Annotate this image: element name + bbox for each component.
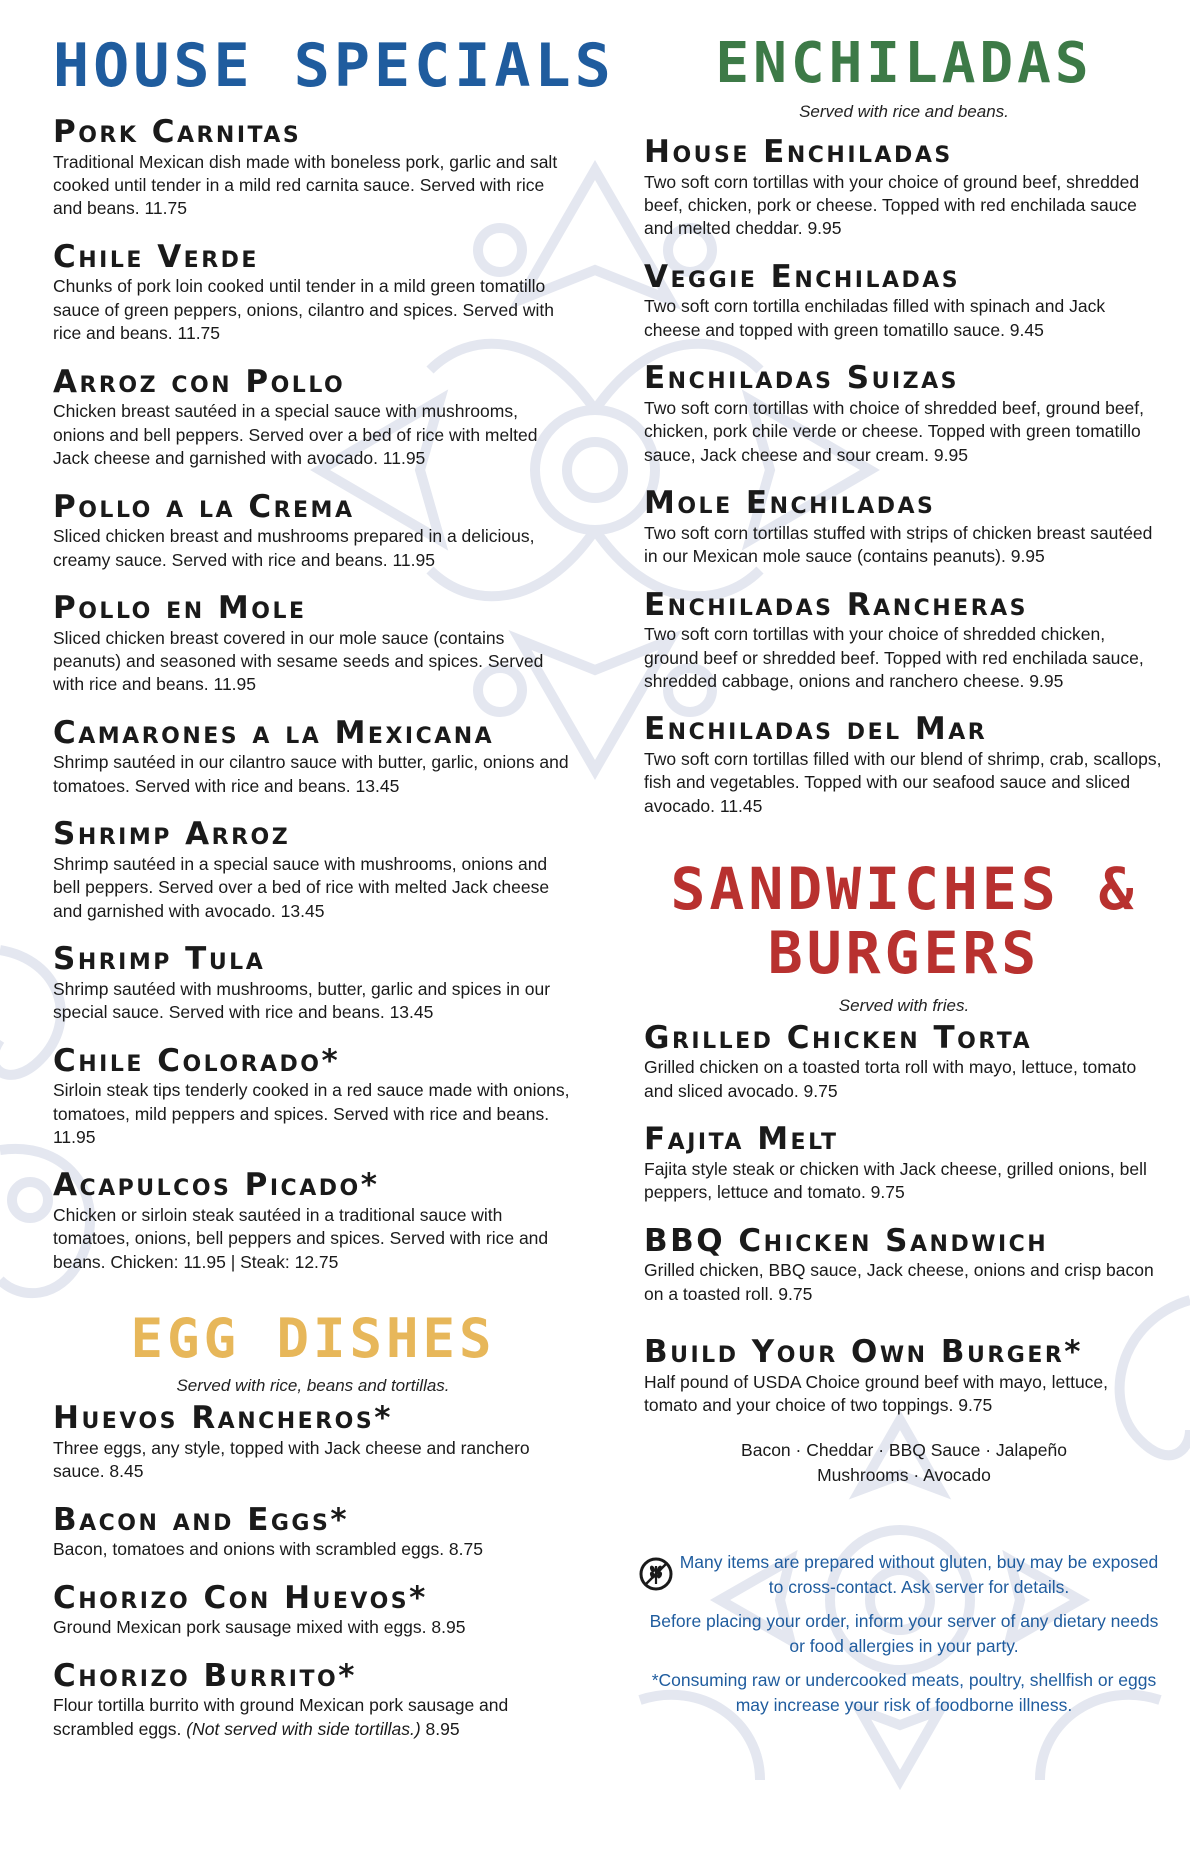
menu-item-name: Arroz con Pollo xyxy=(53,363,346,400)
menu-item-name: Fajita Melt xyxy=(644,1121,839,1158)
toppings-line: Bacon · Cheddar · BBQ Sauce · Jalapeño xyxy=(741,1439,1067,1460)
menu-item xyxy=(53,1402,573,1483)
enchiladas-subtitle: Served with rice and beans. xyxy=(799,102,1009,121)
menu-item-description: Two soft corn tortillas with your choice of shredded chicken, ground beef or shredded beef. Topped with red enchilada sauce, shredded cabbage, onions and ranchero cheese. 9.95 xyxy=(644,624,1144,691)
enchiladas-title: ENCHILADAS xyxy=(715,31,1093,96)
menu-item-description: Sliced chicken breast covered in our mole sauce (contains peanuts) and seasoned with sesame seeds and spices. Served with rice and beans. 11.95 xyxy=(53,627,544,695)
egg-dishes-subtitle: Served with rice, beans and tortillas. xyxy=(176,1376,450,1396)
menu-item-name: Bacon and Eggs* xyxy=(53,1501,350,1538)
menu-item-description: Two soft corn tortillas with choice of shredded beef, ground beef, chicken, pork chile verde or cheese. Topped with green tomatillo sauce, Jack cheese and sour cream. 9.95 xyxy=(644,397,1145,465)
menu-item-description: Half pound of USDA Choice ground beef with mayo, lettuce, tomato and your choice of two toppings. 9.75 xyxy=(644,1371,1109,1416)
menu-item-name: Chile Colorado* xyxy=(53,1042,341,1079)
menu-item-name: Shrimp Tula xyxy=(53,941,266,978)
menu-item-description: Fajita style steak or chicken with Jack cheese, grilled onions, bell peppers, lettuce and tomato. 9.75 xyxy=(644,1158,1147,1203)
menu-item-name: Chorizo Con Huevos* xyxy=(53,1579,428,1616)
menu-item xyxy=(53,238,573,346)
house-specials-list xyxy=(53,116,573,1274)
menu-item-name: Pork Carnitas xyxy=(53,114,302,150)
menu-item xyxy=(53,818,573,923)
enchiladas-list xyxy=(644,136,1164,818)
menu-item-name: Mole Enchiladas xyxy=(644,485,936,522)
gluten-note xyxy=(644,1550,1164,1599)
menu-item-description: Three eggs, any style, topped with Jack cheese and ranchero sauce. 8.45 xyxy=(53,1437,530,1482)
gluten-free-icon xyxy=(638,1556,674,1592)
house-specials-title: HOUSE SPECIALS xyxy=(53,31,615,101)
menu-item-name: Chorizo Burrito* xyxy=(53,1657,357,1694)
menu-item xyxy=(53,592,573,697)
menu-item-description: Grilled chicken, BBQ sauce, Jack cheese, onions and crisp bacon on a toasted roll. 9.75 xyxy=(644,1260,1154,1304)
menu-item-note: (Not served with side tortillas.) xyxy=(186,1718,421,1739)
menu-item xyxy=(53,943,573,1024)
menu-item-description: Chicken or sirloin steak sautéed in a traditional sauce with tomatoes, onions, bell peppers and spices. Served with rice and beans. Chicken: 11.95 | Steak: 12.75 xyxy=(53,1204,549,1272)
menu-item xyxy=(53,1501,573,1562)
menu-item-name: Veggie Enchiladas xyxy=(644,258,961,295)
menu-item-name: Pollo en Mole xyxy=(53,590,307,626)
menu-item xyxy=(53,1657,573,1741)
menu-item-name: BBQ Chicken Sandwich xyxy=(644,1222,1049,1259)
menu-item-name: Camarones a la Mexicana xyxy=(53,714,495,751)
menu-item-description: Sirloin steak tips tenderly cooked in a red sauce made with onions, tomatoes, mild peppers and spices. Served with rice and beans. 11.95 xyxy=(53,1080,570,1147)
menu-item-description: Two soft corn tortillas with your choice of ground beef, shredded beef, chicken, pork or cheese. Topped with red enchilada sauce and melted cheddar. 9.95 xyxy=(644,171,1140,239)
menu-item-description-text: Flour tortilla burrito with ground Mexican pork sausage and scrambled eggs. xyxy=(53,1695,509,1739)
menu-item xyxy=(53,1042,573,1150)
menu-item-name: Shrimp Arroz xyxy=(53,816,291,853)
menu-item-name: Chile Verde xyxy=(53,238,259,275)
menu-item-name: House Enchiladas xyxy=(644,134,953,170)
toppings-line: Mushrooms · Avocado xyxy=(817,1464,991,1485)
menu-item-name: Enchiladas Suizas xyxy=(644,360,960,397)
menu-item-name: Acapulcos Picado* xyxy=(53,1167,380,1204)
menu-item xyxy=(644,1019,1164,1103)
egg-dishes-section xyxy=(53,1307,573,1741)
menu-item-description: Chunks of pork loin cooked until tender in a mild green tomatillo sauce of green peppers, onions, cilantro and spices. Served with rice and beans. 11.75 xyxy=(53,276,554,344)
menu-item xyxy=(53,1169,573,1274)
egg-dishes-title: EGG DISHES xyxy=(130,1307,496,1371)
menu-item xyxy=(644,136,1164,241)
raw-food-warning: *Consuming raw or undercooked meats, poultry, shellfish or eggs may increase your risk of foodborne illness. xyxy=(651,1670,1157,1715)
menu-item-description: Bacon, tomatoes and onions with scrambled eggs. 8.75 xyxy=(53,1539,483,1560)
dietary-notes xyxy=(644,1550,1164,1717)
menu-item-description: Two soft corn tortillas stuffed with strips of chicken breast sautéed in our Mexican mole sauce (contains peanuts). 9.95 xyxy=(644,522,1153,567)
menu-item-description: Sliced chicken breast and mushrooms prepared in a delicious, creamy sauce. Served with rice and beans. 11.95 xyxy=(53,526,535,570)
menu-item-description: Ground Mexican pork sausage mixed with eggs. 8.95 xyxy=(53,1617,466,1638)
menu-item xyxy=(644,362,1164,467)
menu-item-description: Two soft corn tortillas filled with our blend of shrimp, crab, scallops, fish and vegetables. Topped with our seafood sauce and sliced avocado. 11.45 xyxy=(644,748,1162,816)
menu-item-description: Shrimp sautéed in our cilantro sauce with butter, garlic, onions and tomatoes. Served with rice and beans. 13.45 xyxy=(53,752,569,796)
sandwiches-subtitle: Served with fries. xyxy=(838,995,970,1015)
menu-item xyxy=(53,116,573,221)
menu-item-name: Build Your Own Burger* xyxy=(644,1334,1083,1371)
menu-item xyxy=(644,1336,1164,1417)
menu-item-name: Huevos Rancheros* xyxy=(53,1400,393,1437)
menu-item xyxy=(644,487,1164,568)
menu-item-name: Enchiladas del Mar xyxy=(644,711,988,748)
menu-item-description: Traditional Mexican dish made with boneless pork, garlic and salt cooked until tender in a mild red carnita sauce. Served with rice and beans. 11.75 xyxy=(53,151,558,219)
allergy-note: Before placing your order, inform your server of any dietary needs or food allergies in your party. xyxy=(649,1611,1159,1656)
menu-item-price: 8.95 xyxy=(425,1718,460,1739)
menu-item-description: Chicken breast sautéed in a special sauce with mushrooms, onions and bell peppers. Served over a bed of rice with melted Jack cheese and garnished with avocado. 11.95 xyxy=(53,401,538,469)
left-column xyxy=(53,31,615,1761)
menu-item xyxy=(644,586,1164,694)
menu-item xyxy=(644,1123,1164,1204)
menu-item xyxy=(644,1222,1164,1306)
menu-item xyxy=(53,363,573,471)
menu-item-description: Shrimp sautéed in a special sauce with mushrooms, onions and bell peppers. Served over a bed of rice with melted Jack cheese and garnished with avocado. 13.45 xyxy=(53,853,550,921)
right-column xyxy=(644,31,1164,1727)
menu-item-name: Grilled Chicken Torta xyxy=(644,1019,1033,1056)
menu-item xyxy=(53,488,573,572)
menu-item xyxy=(644,258,1164,342)
menu-item xyxy=(53,1579,573,1640)
menu-item xyxy=(644,713,1164,818)
sandwiches-section xyxy=(644,855,1164,1488)
menu-item-name: Enchiladas Rancheras xyxy=(644,586,1029,623)
menu-item-description: Shrimp sautéed with mushrooms, butter, garlic and spices in our special sauce. Served with rice and beans. 13.45 xyxy=(53,978,551,1023)
menu-item-description xyxy=(53,1694,573,1741)
menu-item xyxy=(53,714,573,798)
menu-item-name: Pollo a la Crema xyxy=(53,488,355,525)
burger-toppings xyxy=(644,1438,1164,1489)
gluten-note-text: Many items are prepared without gluten, buy may be exposed to cross-contact. Ask server for details. xyxy=(679,1552,1159,1597)
menu-item-description: Two soft corn tortilla enchiladas filled with spinach and Jack cheese and topped with green tomatillo sauce. 9.45 xyxy=(644,296,1106,340)
menu-item-description: Grilled chicken on a toasted torta roll with mayo, lettuce, tomato and sliced avocado. 9.75 xyxy=(644,1057,1137,1101)
sandwiches-title: SANDWICHES & BURGERS xyxy=(670,855,1138,988)
